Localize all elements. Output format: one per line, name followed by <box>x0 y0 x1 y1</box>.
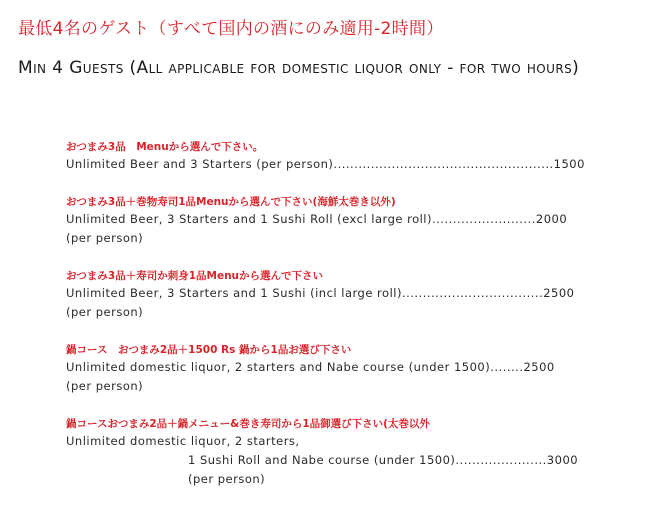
menu-item-beer-3-starters-sushi <box>66 269 626 321</box>
menu-item-per-person-note: (per person) <box>66 379 144 393</box>
menu-item-beer-3-starters-sushi-roll <box>66 195 626 247</box>
menu-item-per-person-note: (per person) <box>66 305 144 319</box>
menu-item-english-description: Unlimited Beer, 3 Starters and 1 Sushi Roll (excl large roll).........................2000 <box>66 212 568 226</box>
menu-item-nabe-course-sushi-roll <box>66 417 626 488</box>
menu-item-per-person-note: (per person) <box>66 231 144 245</box>
page-title-japanese: 最低4名のゲスト（すべて国内の酒にのみ適用-2時間） <box>18 19 444 39</box>
menu-item-japanese-description: おつまみ3品＋寿司か刺身1品Menuから選んで下さい <box>66 270 324 282</box>
menu-item-english-description: Unlimited domestic liquor, 2 starters and Nabe course (under 1500)........2500 <box>66 360 555 374</box>
menu-item-per-person-note: (per person) <box>188 472 266 486</box>
drink-plan-menu <box>66 140 626 510</box>
menu-item-japanese-description: おつまみ3品 Menuから選んで下さい。 <box>66 141 264 153</box>
menu-item-english-description: Unlimited Beer, 3 Starters and 1 Sushi (incl large roll)..................................2500 <box>66 286 575 300</box>
menu-item-english-description-continued: 1 Sushi Roll and Nabe course (under 1500)......................3000 <box>188 453 579 467</box>
menu-item-japanese-description: 鍋コース おつまみ2品＋1500 Rs 鍋から1品お選び下さい <box>66 344 352 356</box>
menu-item-beer-3-starters <box>66 140 626 173</box>
menu-item-nabe-course <box>66 343 626 395</box>
menu-item-japanese-description: おつまみ3品＋巻物寿司1品Menuから選んで下さい(海鮮太巻き以外) <box>66 196 396 208</box>
page-title-english: Min 4 Guests (All applicable for domestic liquor only - for two hours) <box>18 58 580 78</box>
menu-item-english-description: Unlimited Beer and 3 Starters (per person).....................................................1500 <box>66 157 585 171</box>
menu-item-japanese-description: 鍋コースおつまみ2品＋鍋メニュー&巻き寿司から1品御選び下さい(太巻以外 <box>66 418 430 430</box>
menu-item-english-description: Unlimited domestic liquor, 2 starters, <box>66 434 300 448</box>
